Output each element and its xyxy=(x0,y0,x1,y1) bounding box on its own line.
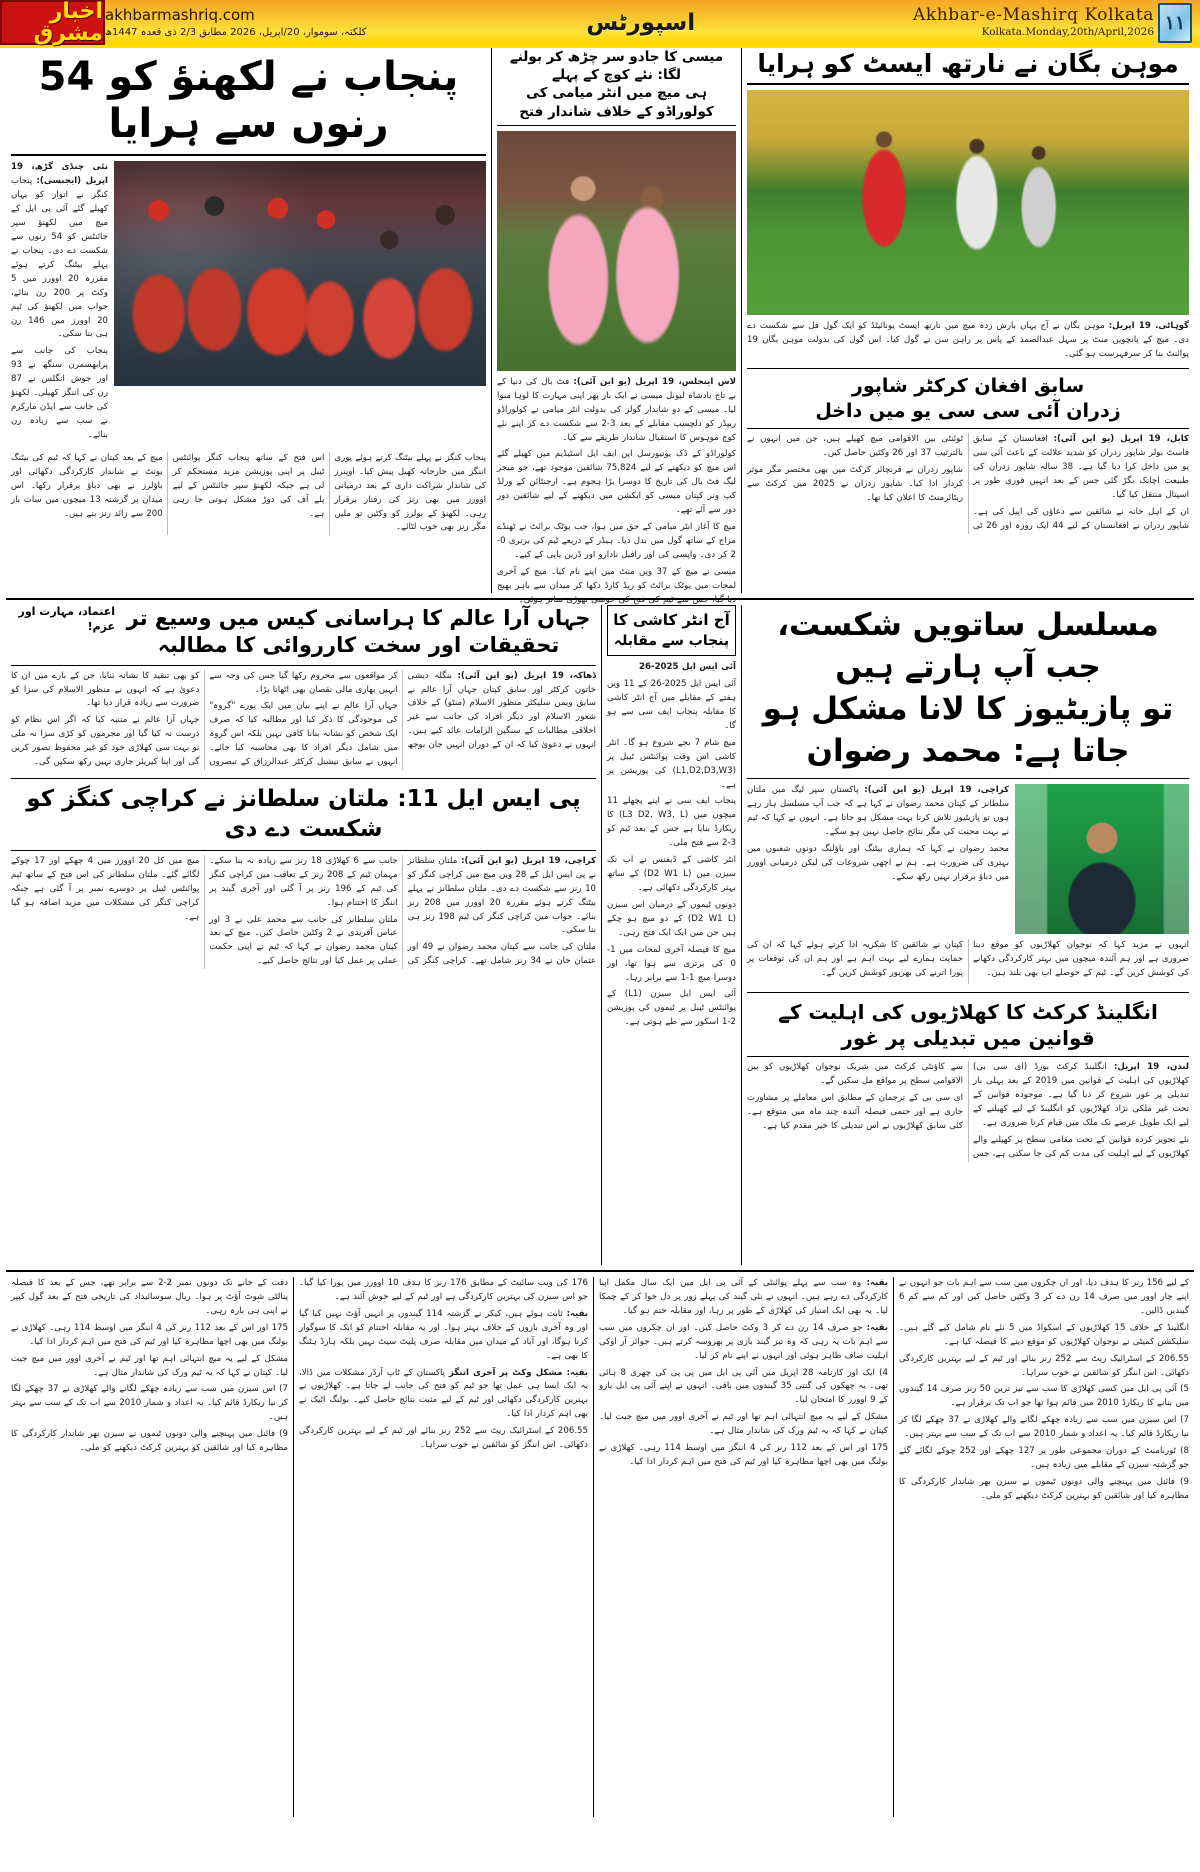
messi-para-4: میسی نے میچ کے 37 ویں منٹ میں اپنے نام کیا۔ میچ کے آخری لمحات میں یوٹک برائٹ کو ریڈ کارڈ دکھا کر میدان سے باہر بھیج دیا گیا، جس سے ٹیم کی فتح کی خوشی تھوڑی متاثر ہوئی۔ xyxy=(497,566,736,605)
bottom-col-2 xyxy=(594,1277,894,1817)
psl-dateline: کراچی، 19 اپریل (یو این آئی): xyxy=(461,855,596,866)
bottom-block-1: دفت کے خانے تک دونوں نمبر 2-2 سے برابر تھے، جس کے بعد کا فیصلہ پنالٹی شوٹ آؤٹ پر ہوا۔ ریال سوسائیداد کی تاریخی فتح کے بعد گول کیپر نے اپنی ہی بارہ رہی۔ xyxy=(11,1278,288,1316)
cont-1-text: ثابت ہوئے ہیں، کیکر نے گزشتہ 114 گیندوں پر انہیں آؤٹ نہیں کیا گیا اور وہ آخری بازوں کے خلاف بہتر ہوا۔ اور یہ مقابلہ اختتام کو ایک کا سوگوار کرنا ہوگا، اور آباد کے میدان میں مقابلہ صرف پلیٹ سیٹ نہیں بلکہ ہارڈ ہٹنگ کا بھی ہے۔ xyxy=(299,1308,588,1361)
bottom-block-12b: 9) فائنل میں پہنچنے والی دونوں ٹیموں نے سیزن بھر شاندار کارکردگی کا مظاہرہ کیا اور شائقین کو بہترین کرکٹ دیکھنے کو ملی۔ xyxy=(11,1429,288,1454)
bottom-region xyxy=(6,1277,1194,1817)
punjab-kings-celebration-photo xyxy=(114,161,486,386)
lead-para-5: میچ کے بعد کپتان نے کہا کہ ٹیم کی بیٹنگ یونٹ نے شاندار کارکردگی دکھائی اور باؤلرز نے بھی دباؤ برقرار رکھا۔ اس میدان پر گزشتہ 13 میچوں میں سات بار 200 سے زائد رنز بنے ہیں۔ xyxy=(11,452,163,519)
rizwan-headline-1: مسلسل ساتویں شکست، جب آپ ہارتے ہیں xyxy=(777,607,1159,685)
section-title-urdu: اسپورٹس xyxy=(586,9,696,36)
messi-headline-2: ہی میچ میں انٹر میامی کی کولوراڈو کے خلاف شاندار فتح xyxy=(519,85,714,120)
psl-body xyxy=(11,855,596,969)
mohammad-rizwan-press-conference-photo xyxy=(1015,784,1189,934)
rizwan-para-3: انہوں نے مزید کہا کہ نوجوان کھلاڑیوں کو موقع دینا ضروری ہے اور ہم آئندہ میچوں میں بہتر کارکردگی دکھانے کی کوشش کریں گے۔ ٹیم کے حوصلے اب بھی بلند ہیں۔ xyxy=(973,940,1189,979)
bottom-col-3 xyxy=(294,1277,594,1817)
zadran-headline-1: سابق افغان کرکٹر شاپور xyxy=(851,375,1085,398)
bottom-col-3-body xyxy=(299,1277,588,1453)
lead-para-3: پنجاب کنگز نے پہلے بیٹنگ کرتے ہوئے پوری اننگز میں جارحانہ کھیل پیش کیا۔ اوپنرز کی شاندار شراکت داری کے بعد درمیانی اوورز میں بھی رنز کی رفتار برقرار رہی۔ لکھنؤ کے بولرز کو وکٹیں تو ملیں مگر رنز بھی خوب لٹائے۔ xyxy=(334,452,486,533)
lead-para-1: پنجاب کنگز نے اتوار کو یہاں کھیلے گئے آئی پی ایل کے میچ میں لکھنؤ سپر جائنٹس کو 54 رنوں سے شکست دے دی۔ پنجاب نے پہلے بیٹنگ کرتے ہوئے مقررہ 20 اوورز میں 5 وکٹ پر 200 رن بنائے، جواب میں لکھنؤ کی ٹیم 20 اوورز میں 146 رن ہی بنا سکی۔ xyxy=(11,176,109,340)
paper-date-urdu: کلکتہ، سوموار، 20/اپریل، 2026 مطابق 2/3 ذی قعدہ 1447ھ xyxy=(105,27,367,39)
today-match-subtitle: پنجاب سے مقابلہ xyxy=(613,633,730,650)
story-lead-punjab xyxy=(6,48,492,593)
rizwan-body-top xyxy=(747,784,1009,934)
bottom-col-1-body xyxy=(899,1277,1189,1504)
divider xyxy=(747,428,1189,429)
lead-headline: پنجاب نے لکھنؤ کو 54 رنوں سے ہرایا xyxy=(38,54,459,148)
bottom-block-7b: 206.55 کے اسٹرائیک ریٹ سے 252 رنز بنائے اور ٹیم کے لیے بہترین کارکردگی دکھائی۔ اس اننگز کو شائقین نے خوب سراہا۔ xyxy=(299,1426,588,1451)
jahanara-para-2: جہاں آرا عالم نے اپنے بیان میں ایک پورے "گروہ" کی موجودگی کا ذکر کیا اور مطالبہ کیا کہ صرف ایک شخص کو نشانہ بنانا کافی نہیں بلکہ اس گروہ میں شامل دیگر افراد کا بھی محاسبہ کیا جائے۔ انہوں نے سابق نیشنل کرکٹر عبدالرزاق کے تبصروں کو بھی تنقید کا نشانہ بنایا، جن کے بارے میں ان کا دعویٰ ہے کہ انہوں نے منظور الاسلام کی سزا کو ضرورت سے زیادہ قرار دیا تھا۔ xyxy=(11,670,398,768)
bottom-block-10b: 7) اس سیزن میں سب سے زیادہ چھکے لگانے والے کھلاڑی نے 37 چھکے لگا کر نیا ریکارڈ قائم کیا۔ یہ اعداد و شمار 2010 سے اب تک کے سب سے بہتر ہیں۔ xyxy=(11,1384,288,1423)
bottom-block-6: مشکل کے لیے یہ میچ انتہائی اہم تھا اور ٹیم نے آخری اوور میں میچ جیت لیا۔ کپتان نے کہا کہ یہ ٹیم ورک کی شاندار مثال ہے۔ xyxy=(599,1412,888,1437)
messi-para-1: فٹ بال کی دنیا کے بے تاج بادشاہ لیونل میسی نے ایک بار پھر اپنی مہارت کا لوہا منوا لیا۔ میسی کے دو شاندار گولز کی بدولت انٹر میامی نے کولوراڈو ریپڈز کو دلچسپ مقابلے کے بعد 3-2 سے شکست دے کر اپنے نئے کوچ موہوس کا استقبال شاندار طریقے سے کیا۔ xyxy=(497,376,736,443)
today-match-line-7: آئی ایس ایل سیزن (L1) کے پوائنٹس ٹیبل پر ٹیموں کی پوزیشن 2-1 اسکور سے طے ہوتی ہے۔ xyxy=(607,989,737,1028)
rizwan-para-2: محمد رضوان نے کہا کہ ہماری بیٹنگ اور باؤلنگ دونوں شعبوں میں بہتری کی ضرورت ہے۔ ہم نے اچھی شروعات کی لیکن درمیانی اوورز میں دباؤ برقرار نہیں رکھ سکے۔ xyxy=(747,844,1009,882)
zadran-body xyxy=(747,433,1189,533)
messi-para-2: کولوراڈو کے ڈک یونیورسل این ایف ایل اسٹیڈیم میں کھیلے گئے اس میچ کو دیکھنے کے لیے 75,824 شائقین موجود تھے، جو میجر لیگ فٹ بال کی تاریخ کا دوسرا بڑا ہجوم ہے۔ ارجنٹائن کے ورلڈ کپ ونر کپتان میسی کو ایکشن میں دیکھنے کے لیے شائقین دور دور سے آئے تھے۔ xyxy=(497,449,736,516)
bottom-block-9: 5) آئی پی ایل میں کسی کھلاڑی کا سب سے تیز ترین 50 رنز صرف 14 گیندوں میں بنانے کا ریکارڈ 2010 میں قائم ہوا تھا جو اب تک برقرار ہے۔ xyxy=(899,1384,1189,1409)
divider xyxy=(747,368,1189,369)
cont-3-lead: بقیہ: xyxy=(866,1322,888,1333)
cont-0-text: پاکستان کے ٹاپ آرڈر مشکلات میں ڈالا، یہ ایک ایسا ہی عمل تھا جو ٹیم کو فتح کی جانب لے جاتا ہے۔ کھلاڑیوں نے بہترین کارکردگی دکھائی اور ٹیم کے لیے مثبت نتائج حاصل کیے۔ بولنگ اٹیک نے بھی اہم کردار ادا کیا۔ xyxy=(299,1367,588,1420)
psl-para-4: میچ میں کل 20 اوورز میں 4 چھکے اور 17 چوکے لگائے گئے۔ ملتان سلطانز کی اس فتح کے ساتھ ٹیم پوائنٹس ٹیبل پر دوسرے نمبر پر آ گئی ہے جبکہ کراچی کنگز کی مشکلات میں مزید اضافہ ہو گیا ہے۔ xyxy=(11,855,200,922)
today-match-line-3: پنجاب ایف سی نے اپنے پچھلے 11 میچوں میں (L3 D2, W3, L) کا ریکارڈ بنایا ہے جس کے بعد ٹیم کو 3-2 سے فتح ملی۔ xyxy=(607,796,736,849)
middle-region xyxy=(6,605,1194,1265)
bottom-col-2-body xyxy=(599,1277,888,1470)
rizwan-dateline: کراچی، 19 اپریل (یو این آئی): xyxy=(864,785,1009,796)
bottom-block-7: 206.55 کے اسٹرائیک ریٹ سے 252 رنز بنائے اور ٹیم کے لیے بہترین کارکردگی دکھائی۔ اس اننگز کو شائقین نے خوب سراہا۔ xyxy=(899,1353,1189,1378)
bottom-block-11: 8) ٹورنامنٹ کے دوران مجموعی طور پر 127 چھکے اور 252 چوکے لگائے گئے جو گزشتہ سیزن کے مقابلے میں زیادہ ہیں۔ xyxy=(899,1446,1189,1471)
divider xyxy=(747,83,1189,85)
today-match-line-6: میچ کا فیصلہ آخری لمحات میں 1-0 کی برتری سے ہوا تھا، اور دوسرا میچ 1-1 سے برابر رہا۔ xyxy=(607,944,736,983)
lead-dateline: نئی چنڈی گڑھ، 19 اپریل (ایجنسی): xyxy=(11,162,108,187)
zadran-para-3: شاپور زدران نے فرنچائز کرکٹ میں بھی مختصر مگر موثر کردار ادا کیا۔ شاپور زدران نے 2025 میں کرکٹ سے ریٹائرمنٹ کا اعلان کیا تھا۔ xyxy=(747,465,963,504)
today-match-body xyxy=(607,661,736,1030)
masthead-right xyxy=(0,0,375,45)
divider xyxy=(11,778,596,779)
cont-1-lead: بقیہ: xyxy=(566,1308,589,1319)
messi-headline-1: میسی کا جادو سر چڑھ کر بولنے لگا: نئے کوچ کے پہلے xyxy=(509,49,724,84)
rizwan-para-1: پاکستان سپر لیگ میں ملتان سلطانز کے کپتان محمد رضوان نے کہا ہے کہ جب آپ مسلسل ہار رہے ہوں تو پازیٹیوز تلاش کرنا بہت مشکل ہو جاتا ہے۔ انہوں نے کہا کہ ٹیم نے بہت محنت کی مگر نتائج حاصل نہیں ہو سکے۔ xyxy=(747,785,1009,838)
lead-para-2: پنجاب کی جانب سے پرابھسمرن سنگھ نے 93 اور جوش انگلس نے 87 رن کی اننگز کھیلی۔ لکھنؤ کی جانب سے ایڈن مارکرم نے سب سے زیادہ رن بنائے۔ xyxy=(11,346,108,440)
ecb-body xyxy=(747,1061,1189,1161)
section-divider xyxy=(6,1270,1194,1272)
bottom-block-10: 7) اس سیزن میں سب سے زیادہ چھکے لگانے والے کھلاڑی نے 37 چھکے لگا کر نیا ریکارڈ قائم کیا۔ یہ اعداد و شمار 2010 سے اب تک کے سب سے بہتر ہیں۔ xyxy=(899,1415,1189,1440)
bottom-block-2: 176 کی ویب سائیٹ کے مطابق 176 رنز کا ہدف 10 اوورز میں پورا کیا گیا۔ جو اس سیزن کی بہترین کارکردگی ہے اور ٹیم کے لیے خوش آئند ہے۔ xyxy=(299,1278,588,1302)
mohun-bagan-headline: موہن بگان نے نارتھ ایسٹ کو ہرایا xyxy=(757,49,1179,78)
ecb-dateline: لندن، 19 اپریل: xyxy=(1114,1062,1189,1073)
mohun-bagan-para-1: موہن بگان نے آج یہاں بارش زدہ میچ میں نارتھ ایسٹ یونائیٹڈ کو ایک گول فل سے شکست دے دی۔ میچ کے پانچویں منٹ پر سہل عبدالصمد کے پاس پر راہن سن نے گول کیا۔ اس گول کی بدولت موہن بگان 19 پوائنٹ بنا کر سرفہرست ہو گئی۔ xyxy=(747,321,1189,360)
story-messi xyxy=(492,48,742,605)
jahanara-headline: جہاں آرا عالم کا ہراسانی کیس میں وسیع تر تحقیقات اور سخت کارروائی کا مطالبہ xyxy=(126,606,591,658)
lead-photo-wrap xyxy=(114,161,486,445)
messi-para-3: میچ کا آغاز انٹر میامی کے حق میں ہوا، جب یوٹک برائٹ نے ٹھنڈے مزاج کے ساتھ گول میں بدل دیا۔ ہیڈر کے ذریعے ٹیم کی برتری 0-2 کر دی۔ واپسی کی اور رافیل نادارو اور ڈرین یاپی کے کیے۔ xyxy=(497,522,736,560)
bottom-block-5: انگلینڈ کے خلاف 15 کھلاڑیوں کے اسکواڈ میں 5 نئے نام شامل کیے گئے ہیں۔ سلیکشن کمیٹی نے نوجوان کھلاڑیوں کو موقع دینے کا فیصلہ کیا ہے۔ xyxy=(899,1322,1189,1347)
today-match-meta: آئی ایس ایل 2025-26 xyxy=(639,662,736,673)
jahanara-para-1: بنگلہ دیشی خاتون کرکٹر اور سابق کپتان جہاں آرا عالم نے سابق ویمن سلیکٹر منظور الاسلام (منٹو) کے خلاف شعور الاسلام اور دیگر افراد کی جانب سے غیر اخلاقی مطالبات کے سنگین الزامات عائد کیے ہیں۔ انہوں نے دعویٰ کیا کہ ان کے دوران انہیں جان بوجھ کر مواقعوں سے محروم رکھا گیا جس کی وجہ سے انہیں بھاری مالی نقصان بھی اٹھانا پڑا۔ xyxy=(209,670,596,751)
bottom-col-4 xyxy=(6,1277,294,1817)
ecb-para-2: نئے تجویز کردہ قوانین کے تحت مقامی سطح پر کھیلنے والے کھلاڑیوں کے لیے اہلیت کی مدت کم کی جا سکتی ہے، جس سے کاؤنٹی کرکٹ میں شریک نوجوان کھلاڑیوں کو بین الاقوامی سطح پر مواقع مل سکیں گے۔ xyxy=(747,1062,1189,1159)
divider xyxy=(747,992,1189,993)
divider xyxy=(11,154,486,156)
rizwan-photo-wrap xyxy=(1009,784,1189,934)
masthead xyxy=(0,0,1200,48)
paper-date-en: Kolkata.Monday,20th/April,2026 xyxy=(981,26,1154,39)
lead-body-top xyxy=(11,161,114,445)
ecb-para-3: ای سی بی کے ترجمان کے مطابق اس معاملے پر مشاورت جاری ہے اور حتمی فیصلہ آئندہ چند ماہ میں متوقع ہے۔ کئی سابق کھلاڑیوں نے اس تبدیلی کا خیر مقدم کیا ہے۔ xyxy=(747,1092,963,1131)
messi-inter-miami-photo xyxy=(497,131,736,371)
rizwan-body-bottom xyxy=(747,939,1189,984)
psl-para-3: ملتان سلطانز کی جانب سے محمد علی نے 3 اور عباس آفریدی نے 2 وکٹیں حاصل کیں۔ میچ کے بعد کپتان محمد رضوان نے کہا کہ ٹیم نے اپنی حکمت عملی پر عمل کیا اور نتائج حاصل کیے۔ xyxy=(209,914,398,967)
ecb-para-1: انگلینڈ کرکٹ بورڈ (ای سی بی) کھلاڑیوں کی اہلیت کے قوانین میں 2019 کے بعد پہلی بار تبدیلی پر غور شروع کر دیا گیا ہے۔ موجودہ قوانین کے تحت غیر ملکی نژاد کھلاڑیوں کو انگلینڈ کے لیے کھیلنے کے لیے ایک طویل عرصے تک ملک میں قیام کرنا ضروری ہے۔ xyxy=(973,1062,1189,1128)
masthead-titles xyxy=(912,4,1154,39)
zadran-para-2: ان کے اہل خانہ نے شائقین سے دعاؤں کی اپیل کی ہے۔ شاپور زدران نے افغانستان کے لیے 44 ایک روزہ اور 26 ٹی ٹوئنٹی بین الاقوامی میچ کھیلے ہیں، جن میں انہوں نے بالترتیب 37 اور 26 وکٹیں حاصل کیں۔ xyxy=(747,434,1189,531)
mohun-bagan-match-photo xyxy=(747,90,1189,315)
lead-para-4: اس فتح کے ساتھ پنجاب کنگز پوائنٹس ٹیبل پر اپنی پوزیشن مزید مستحکم کر لی ہے جبکہ لکھنؤ سپر جائنٹس کے لیے پلے آف کی دوڑ مشکل ہوتی جا رہی ہے۔ xyxy=(172,452,325,519)
story-jahanara-psl xyxy=(6,605,602,1265)
jahanara-body xyxy=(11,670,596,770)
divider xyxy=(747,778,1189,779)
today-match-box xyxy=(602,605,742,1265)
psl-headline: پی ایس ایل 11: ملتان سلطانز نے کراچی کنگز کو شکست دے دی xyxy=(26,786,581,842)
lead-body-bottom xyxy=(11,452,486,536)
psl-para-2: ملتان کی جانب سے کپتان محمد رضوان نے 49 اور عثمان خان نے 34 رنز شامل تھے۔ کراچی کنگز کی جانب سے 6 کھلاڑی 18 رنز سے زیادہ نہ بنا سکے۔ مہمان ٹیم کے 208 رنز کے تعاقب میں کراچی کنگز کی ٹیم کے 196 رنز پر آ گئی اور آخری گیند پر اننگز کا اختتام ہوا۔ xyxy=(209,855,596,967)
mohun-bagan-dateline: گوہاٹی. 19 اپریل: xyxy=(1108,321,1189,332)
divider xyxy=(497,125,736,126)
jahanara-dateline: ڈھاکہ، 19 اپریل (یو این آئی): xyxy=(457,670,596,681)
divider xyxy=(747,1056,1189,1057)
website-url[interactable]: akhbarmashriq.com xyxy=(105,5,255,24)
bottom-block-8: 4) ایک اور کارنامہ 28 اپریل میں آئی پی ایل میں پی پی کی چھری 8 ہائی تھی۔ یہ چھکوں کی گنتی 35 گیندوں میں باقی۔ انہوں نے اپنے آئی پی ایل بازو کے 9 اوورز کا امتحان لیا۔ xyxy=(599,1367,888,1406)
messi-dateline: لاس اینجلس، 19 اپریل (یو این آئی): xyxy=(573,376,736,387)
zadran-para-1: افغانستان کے سابق فاسٹ بولر شاپور زدران کو شدید علالت کے باعث آئی سی یو میں داخل کرا دیا گیا ہے۔ 38 سالہ شاپور زدران کی طبیعت اچانک بگڑ گئی جس کے بعد انہیں فوری طور پر اسپتال منتقل کیا گیا۔ xyxy=(973,434,1190,501)
story-rizwan-ecb xyxy=(742,605,1194,1265)
masthead-left xyxy=(907,0,1200,45)
cont-2-text: وہ سب سے پہلے پوائنٹی کے آئی پی ایل میں ایک سال مکمل اپنا کارکردگی دے رہے ہیں۔ انہوں نے نئی گیند کی پہلے زور پر دل خوا کر کے چمکا لیا۔ یہ بھی ایک امتیاز کی کھلاڑی کے طور پر رہا، اور مقابلہ ختم ہو گیا۔ xyxy=(599,1278,888,1316)
psl-para-1: ملتان سلطانز نے پی ایس ایل کے 28 ویں میچ میں کراچی کنگز کو 10 رنز سے شکست دے دی۔ ملتان سلطانز نے پہلے بیٹنگ کرتے ہوئے مقررہ 20 اوورز میں 208 رنز بنائے۔ جواب میں کراچی کنگز کی ٹیم 198 رنز ہی بنا سکی۔ xyxy=(407,855,597,936)
divider xyxy=(11,850,596,851)
page-number-badge: ۱۱ xyxy=(1158,3,1192,43)
bottom-block-6b: مشکل کے لیے یہ میچ انتہائی اہم تھا اور ٹیم نے آخری اوور میں میچ جیت لیا۔ کپتان نے کہا کہ یہ ٹیم ورک کی شاندار مثال ہے۔ xyxy=(11,1353,288,1378)
divider xyxy=(11,665,596,666)
bottom-col-4-body xyxy=(11,1277,288,1456)
today-match-line-5: دونوں ٹیموں کے درمیان اس سیزن (D2 W1 L) کے دو میچ ہو چکے ہیں جن میں ایک ایک فتح رہی۔ xyxy=(607,899,736,938)
masthead-logo: اخبار مشرق xyxy=(0,0,105,45)
bottom-block-3b: 175 اور اس کے بعد 112 رنز کی 4 اننگز میں اوسط 114 رہی۔ کھلاڑی نے بولنگ میں بھی اچھا مظاہرہ کیا اور ٹیم کی فتح میں اہم کردار ادا کیا۔ xyxy=(11,1322,288,1347)
lead-photo-row xyxy=(11,161,486,445)
masthead-center xyxy=(375,0,907,45)
ecb-headline: انگلینڈ کرکٹ کا کھلاڑیوں کی اہلیت کے قوانین میں تبدیلی پر غور xyxy=(778,1000,1158,1051)
zadran-headline-2: زدران آئی سی سی یو میں داخل xyxy=(815,399,1121,422)
zadran-dateline: کابل، 19 اپریل (یو این آئی): xyxy=(1053,434,1189,445)
paper-title-en: Akhbar-e-Mashirq Kolkata xyxy=(912,4,1154,25)
jahanara-head-main xyxy=(121,605,596,660)
rizwan-para-4: کپتان نے شائقین کا شکریہ ادا کرتے ہوئے کہا کہ ان کی حمایت ہمارے لیے بہت اہم ہے اور ہم ان کی توقعات پر پورا اترنے کی بھرپور کوشش کریں گے۔ xyxy=(747,940,963,979)
bottom-block-12: 9) فائنل میں پہنچنے والی دونوں ٹیموں نے سیزن بھر شاندار کارکردگی کا مظاہرہ کیا اور شائقین کو بہترین کرکٹ دیکھنے کو ملی۔ xyxy=(899,1476,1189,1501)
today-match-title: آج انٹر کاشی کا xyxy=(613,611,730,629)
jahanara-para-3: جہاں آرا عالم نے متنبہ کیا کہ اگر اس نظام کو درست نہ کیا گیا اور مجرموں کو کڑی سزا نہ ملی تو بہت سی کھلاڑی خود کو غیر محفوظ تصور کریں گی اور اپنا کیریئر جاری نہیں رکھ سکیں گی۔ xyxy=(11,715,200,768)
today-match-line-1: آئی ایس ایل 2025-26 کے 11 ویں ہفتے کے مقابلے میں آج انٹر کاشی کا مقابلہ پنجاب ایف سی سے ہو گا۔ xyxy=(607,679,736,731)
rizwan-headline-2: تو پازیٹیوز کا لانا مشکل ہو جاتا ہے: محمد رضوان xyxy=(762,690,1174,769)
masthead-web-block xyxy=(105,0,375,45)
cont-3-text: جو صرف 14 رن دے کر 3 وکٹ حاصل کیں۔ اور ان چکروں میں سب سے اہم بات یہ رہی کہ وہ تیز گیند بازی پر بھروسہ کرتے ہیں۔ جوائز آر اوکی اہلیت صاف ظاہر ہوئی اور انہوں نے اپنے نام کر لیا۔ xyxy=(599,1322,888,1361)
top-region xyxy=(6,48,1194,605)
today-match-line-2: میچ شام 7 بجے شروع ہو گا۔ انٹر کاشی اس وقت پوائنٹس ٹیبل پر (L1,D2,D3,W3) کی پوزیشن پر ہے۔ xyxy=(607,737,736,790)
bottom-block-4: کے لیے 156 رنز کا ہدف دیا، اور ان چکروں میں سب سے اہم بات جو انہوں نے اپنے چار اوور میں صرف 14 رن دے کر 3 وکٹیں حاصل کیں اور کم سے کم 6 گیندیں ڈالیں۔ xyxy=(899,1278,1189,1316)
bottom-col-1 xyxy=(894,1277,1194,1817)
jahanara-head-row xyxy=(11,605,596,660)
today-match-header xyxy=(607,605,736,656)
story-mohun-bagan xyxy=(742,48,1194,593)
messi-body xyxy=(497,376,736,608)
cont-2-lead: بقیہ: xyxy=(866,1278,889,1288)
mohun-bagan-body xyxy=(747,320,1189,362)
jahanara-kicker-wrap xyxy=(11,605,121,635)
cont-0-lead: بقیہ: مشکل وکٹ پر آخری اننگز xyxy=(448,1367,588,1378)
today-match-line-4: انٹر کاشی کے ڈیفنس نے اب تک سیزن میں (D2 W1 L) کے ساتھ بہتر کارکردگی دکھائی ہے۔ xyxy=(607,855,736,893)
rizwan-photo-row xyxy=(747,784,1189,934)
jahanara-kicker: اعتماد، مہارت اور عزم! xyxy=(18,605,115,633)
bottom-block-3: 175 اور اس کے بعد 112 رنز کی 4 اننگز میں اوسط 114 رہی۔ کھلاڑی نے بولنگ میں بھی اچھا مظاہرہ کیا اور ٹیم کی فتح میں اہم کردار ادا کیا۔ xyxy=(599,1443,888,1468)
